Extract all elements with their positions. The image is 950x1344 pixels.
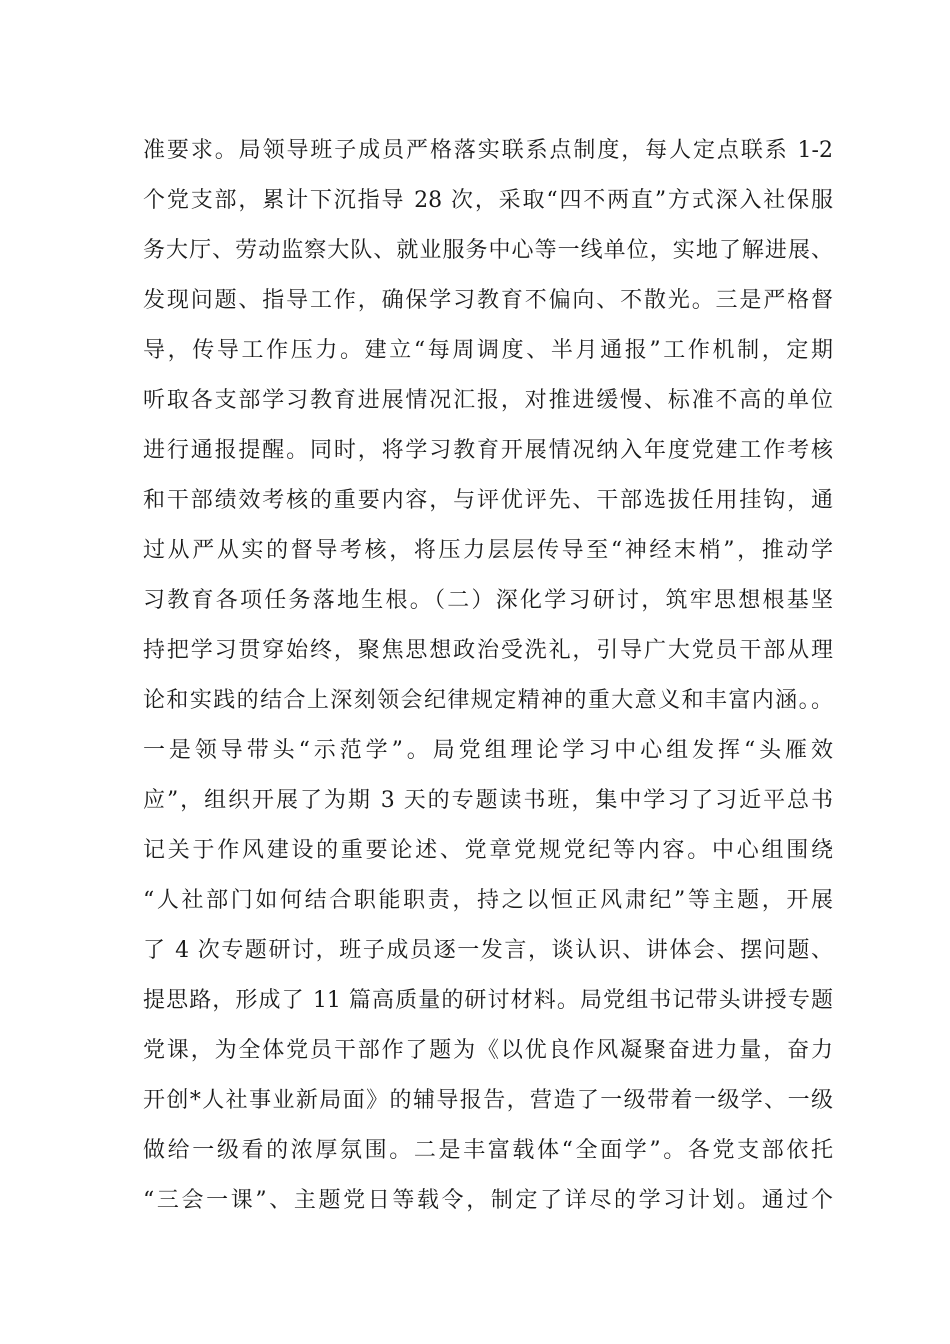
text-line: 开创*人社事业新局面》的辅导报告，营造了一级带着一级学、一级 — [143, 1088, 833, 1113]
text-line: 准要求。局领导班子成员严格落实联系点制度，每人定点联系 1-2 — [143, 138, 833, 163]
text-line: 做给一级看的浓厚氛围。二是丰富载体“全面学”。各党支部依托 — [143, 1138, 833, 1163]
text-line: 一是领导带头“示范学”。局党组理论学习中心组发挥“头雁效 — [143, 738, 833, 763]
text-line: 论和实践的结合上深刻领会纪律规定精神的重大意义和丰富内涵。。 — [143, 688, 833, 713]
text-line: “三会一课”、主题党日等载令，制定了详尽的学习计划。通过个 — [143, 1188, 833, 1213]
text-line: 持把学习贯穿始终，聚焦思想政治受洗礼，引导广大党员干部从理 — [143, 638, 833, 663]
text-line: 记关于作风建设的重要论述、党章党规党纪等内容。中心组围绕 — [143, 838, 833, 863]
text-line: “人社部门如何结合职能职责，持之以恒正风肃纪”等主题，开展 — [143, 888, 833, 913]
text-line: 个党支部，累计下沉指导 28 次，采取“四不两直”方式深入社保服 — [143, 188, 833, 213]
text-line: 导，传导工作压力。建立“每周调度、半月通报”工作机制，定期 — [143, 338, 833, 363]
text-line: 听取各支部学习教育进展情况汇报，对推进缓慢、标准不高的单位 — [143, 388, 833, 413]
text-line: 发现问题、指导工作，确保学习教育不偏向、不散光。三是严格督 — [143, 288, 833, 313]
text-line: 和干部绩效考核的重要内容，与评优评先、干部选拔任用挂钩，通 — [143, 488, 833, 513]
text-line: 了 4 次专题研讨，班子成员逐一发言，谈认识、讲体会、摆问题、 — [143, 938, 833, 963]
text-line: 务大厅、劳动监察大队、就业服务中心等一线单位，实地了解进展、 — [143, 238, 833, 263]
text-line: 应”，组织开展了为期 3 天的专题读书班，集中学习了习近平总书 — [143, 788, 833, 813]
text-line: 过从严从实的督导考核，将压力层层传导至“神经末梢”，推动学 — [143, 538, 833, 563]
text-line: 党课，为全体党员干部作了题为《以优良作风凝聚奋进力量，奋力 — [143, 1038, 833, 1063]
text-line: 提思路，形成了 11 篇高质量的研讨材料。局党组书记带头讲授专题 — [143, 988, 833, 1013]
text-line: 习教育各项任务落地生根。（二）深化学习研讨，筑牢思想根基坚 — [143, 588, 833, 613]
text-line: 进行通报提醒。同时，将学习教育开展情况纳入年度党建工作考核 — [143, 438, 833, 463]
